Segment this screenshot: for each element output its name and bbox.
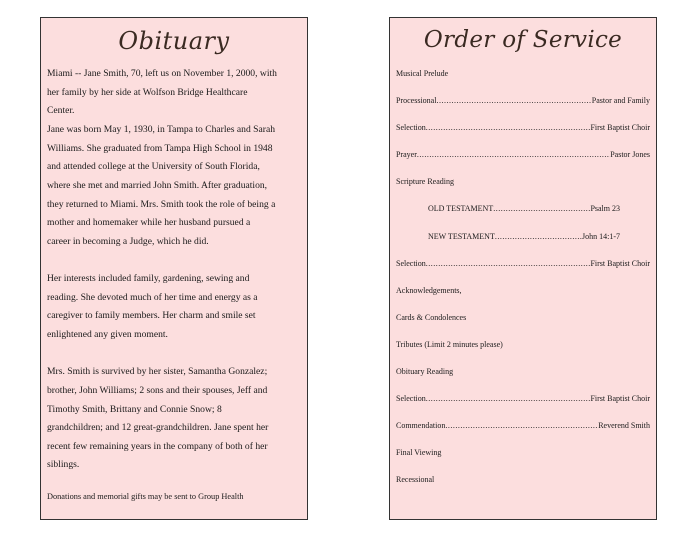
service-item-scripture-reading	[396, 178, 650, 186]
obituary-line: her family by her side at Wolfson Bridge Healthcare	[47, 87, 248, 98]
service-item-new-testament	[428, 233, 620, 241]
obituary-line: Her interests included family, gardening, sewing and	[47, 273, 250, 284]
service-item-label: Musical Prelude	[396, 69, 449, 78]
obituary-panel	[40, 17, 308, 520]
service-item-participant: First Baptist Choir	[590, 259, 650, 268]
dot-leader	[426, 124, 591, 132]
obituary-line: reading. She devoted much of her time and energy as a	[47, 292, 258, 303]
obituary-line: caregiver to family members. Her charm and smile set	[47, 310, 256, 321]
service-item-participant: John 14:1-7	[582, 232, 620, 241]
service-item-processional	[396, 97, 650, 105]
service-item-recessional	[396, 476, 650, 484]
obituary-title: Obituary	[118, 27, 230, 55]
service-item-label: Tributes (Limit 2 minutes please)	[396, 340, 503, 349]
service-item-label: Selection	[396, 123, 426, 132]
obituary-line: Timothy Smith, Brittany and Connie Snow; 8	[47, 404, 222, 415]
dot-leader	[445, 422, 598, 430]
dot-leader	[495, 233, 582, 241]
service-item-label: Cards & Condolences	[396, 313, 467, 322]
order-of-service-panel	[389, 17, 657, 520]
dot-leader	[493, 205, 590, 213]
service-item-final-viewing	[396, 449, 650, 457]
service-item-old-testament	[428, 205, 620, 213]
service-item-tributes	[396, 341, 650, 349]
service-item-label: Obituary Reading	[396, 367, 454, 376]
service-item-participant: Pastor Jones	[610, 150, 650, 159]
obituary-line: mother and homemaker while her husband pursued a	[47, 217, 251, 228]
service-item-selection	[396, 124, 650, 132]
dot-leader	[426, 395, 591, 403]
obituary-line: and attended college at the University of South Florida,	[47, 161, 260, 172]
service-item-selection	[396, 395, 650, 403]
service-item-selection	[396, 260, 650, 268]
obituary-line: recent few remaining years in the company of both of her	[47, 441, 268, 452]
service-item-label: Selection	[396, 259, 426, 268]
obituary-line: brother, John Williams; 2 sons and their spouses, Jeff and	[47, 385, 268, 396]
obituary-line: siblings.	[47, 459, 80, 470]
service-item-obituary-reading	[396, 368, 650, 376]
dot-leader	[426, 260, 591, 268]
obituary-line: Mrs. Smith is survived by her sister, Samantha Gonzalez;	[47, 366, 268, 377]
obituary-line: career in becoming a Judge, which he did.	[47, 236, 209, 247]
service-item-label: Recessional	[396, 475, 435, 484]
obituary-line: Center.	[47, 105, 75, 116]
obituary-line: they returned to Miami. Mrs. Smith took the role of being a	[47, 199, 276, 210]
service-item-commendation	[396, 422, 650, 430]
service-item-musical-prelude	[396, 70, 650, 78]
service-item-label: Commendation	[396, 421, 446, 430]
obituary-line: Jane was born May 1, 1930, in Tampa to Charles and Sarah	[47, 124, 276, 135]
order-of-service-title: Order of Service	[423, 27, 623, 53]
service-item-label: Processional	[396, 96, 437, 105]
service-item-label: OLD TESTAMENT	[428, 204, 494, 213]
donations-note: Donations and memorial gifts may be sent to Group Health	[47, 492, 244, 501]
service-item-label: Acknowledgements,	[396, 286, 462, 295]
obituary-line: Miami -- Jane Smith, 70, left us on November 1, 2000, with	[47, 68, 277, 79]
service-item-acknowledgements	[396, 287, 650, 295]
obituary-line: enlightened any given moment.	[47, 329, 168, 340]
service-item-participant: Psalm 23	[590, 204, 620, 213]
service-item-prayer	[396, 151, 650, 159]
service-item-participant: First Baptist Choir	[590, 394, 650, 403]
service-item-label: Selection	[396, 394, 426, 403]
service-item-label: Scripture Reading	[396, 177, 454, 186]
dot-leader	[436, 97, 591, 105]
obituary-line: where she met and married John Smith. After graduation,	[47, 180, 268, 191]
service-item-label: NEW TESTAMENT	[428, 232, 495, 241]
dot-leader	[417, 151, 610, 159]
obituary-line: grandchildren; and 12 great-grandchildren. Jane spent her	[47, 422, 269, 433]
service-item-participant: Reverend Smith	[598, 421, 650, 430]
service-item-participant: Pastor and Family	[591, 96, 650, 105]
service-item-cards-condolences	[396, 314, 650, 322]
obituary-line: Williams. She graduated from Tampa High School in 1948	[47, 143, 273, 154]
service-item-participant: First Baptist Choir	[590, 123, 650, 132]
service-item-label: Final Viewing	[396, 448, 442, 457]
service-item-label: Prayer	[396, 150, 417, 159]
